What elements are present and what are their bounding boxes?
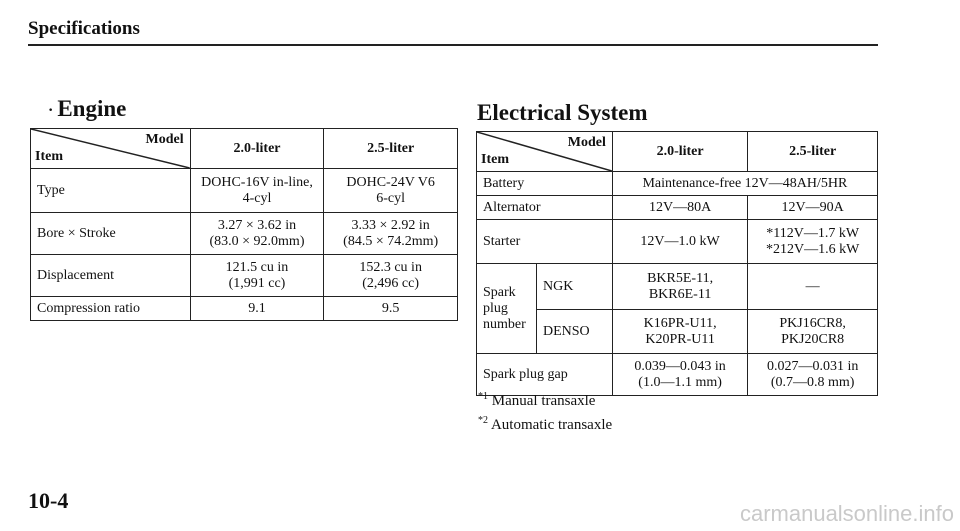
table-cell: BKR5E-11, BKR6E-11: [612, 264, 747, 310]
row-label: Spark plug number: [477, 264, 537, 354]
row-label: Type: [31, 169, 191, 213]
table-row: [477, 196, 878, 220]
engine-col-header-2-0: 2.0-liter: [190, 129, 324, 169]
row-label: Alternator: [477, 196, 613, 220]
table-cell: 121.5 cu in (1,991 cc): [190, 255, 324, 297]
table-row: [31, 297, 458, 321]
table-row: [31, 169, 458, 213]
footnote-1: $^{*1}$ Manual transaxle: [478, 391, 596, 409]
engine-corner-cell: [31, 129, 191, 169]
table-cell: 9.1: [190, 297, 324, 321]
table-row: [31, 255, 458, 297]
row-label: Starter: [477, 220, 613, 264]
table-cell: *112V—1.7 kW *212V—1.6 kW: [748, 220, 878, 264]
corner-item-label: Item: [481, 152, 509, 167]
table-row: [477, 264, 878, 310]
page-header-title: Specifications: [28, 18, 140, 39]
header-rule: [28, 44, 878, 46]
engine-col-header-2-5: 2.5-liter: [324, 129, 458, 169]
table-row: [477, 310, 878, 354]
row-label: Compression ratio: [31, 297, 191, 321]
table-row: [477, 220, 878, 264]
table-cell: 152.3 cu in (2,496 cc): [324, 255, 458, 297]
table-cell: Maintenance-free 12V—48AH/5HR: [612, 172, 877, 196]
electrical-spec-table: [476, 131, 878, 396]
corner-model-label: Model: [145, 132, 184, 147]
table-cell: 3.27 × 3.62 in (83.0 × 92.0mm): [190, 213, 324, 255]
table-row: [477, 172, 878, 196]
footnotes: [478, 387, 612, 435]
row-label: Spark plug gap: [477, 354, 613, 396]
table-cell: 0.027—0.031 in (0.7—0.8 mm): [748, 354, 878, 396]
engine-title-text: Engine: [57, 96, 127, 121]
table-cell: 12V—90A: [748, 196, 878, 220]
table-cell: 3.33 × 2.92 in (84.5 × 74.2mm): [324, 213, 458, 255]
table-cell: DOHC-16V in-line, 4-cyl: [190, 169, 324, 213]
table-cell: —: [748, 264, 878, 310]
table-cell: 0.039—0.043 in (1.0—1.1 mm): [612, 354, 747, 396]
table-cell: PKJ16CR8, PKJ20CR8: [748, 310, 878, 354]
table-cell: DOHC-24V V6 6-cyl: [324, 169, 458, 213]
row-label: Displacement: [31, 255, 191, 297]
engine-spec-table: [30, 128, 458, 321]
bullet-dot-icon: ·: [48, 101, 54, 119]
corner-model-label: Model: [567, 135, 606, 150]
electrical-corner-cell: [477, 132, 613, 172]
page-number: 10-4: [28, 488, 69, 513]
watermark: carmanualsonline.info: [739, 501, 954, 526]
engine-section-title: [48, 96, 126, 122]
table-cell: 9.5: [324, 297, 458, 321]
electrical-header-row: [477, 132, 878, 172]
corner-item-label: Item: [35, 149, 63, 164]
table-row: [31, 213, 458, 255]
row-label: Battery: [477, 172, 613, 196]
footnote-2: $^{*2}$ Automatic transaxle: [478, 415, 613, 433]
table-cell: 12V—80A: [612, 196, 747, 220]
electrical-section-title: Electrical System: [477, 100, 648, 125]
sub-row-label: NGK: [536, 264, 612, 310]
table-cell: K16PR-U11, K20PR-U11: [612, 310, 747, 354]
electrical-col-header-2-0: 2.0-liter: [612, 132, 747, 172]
table-cell: 12V—1.0 kW: [612, 220, 747, 264]
sub-row-label: DENSO: [536, 310, 612, 354]
electrical-col-header-2-5: 2.5-liter: [748, 132, 878, 172]
row-label: Bore × Stroke: [31, 213, 191, 255]
engine-header-row: [31, 129, 458, 169]
